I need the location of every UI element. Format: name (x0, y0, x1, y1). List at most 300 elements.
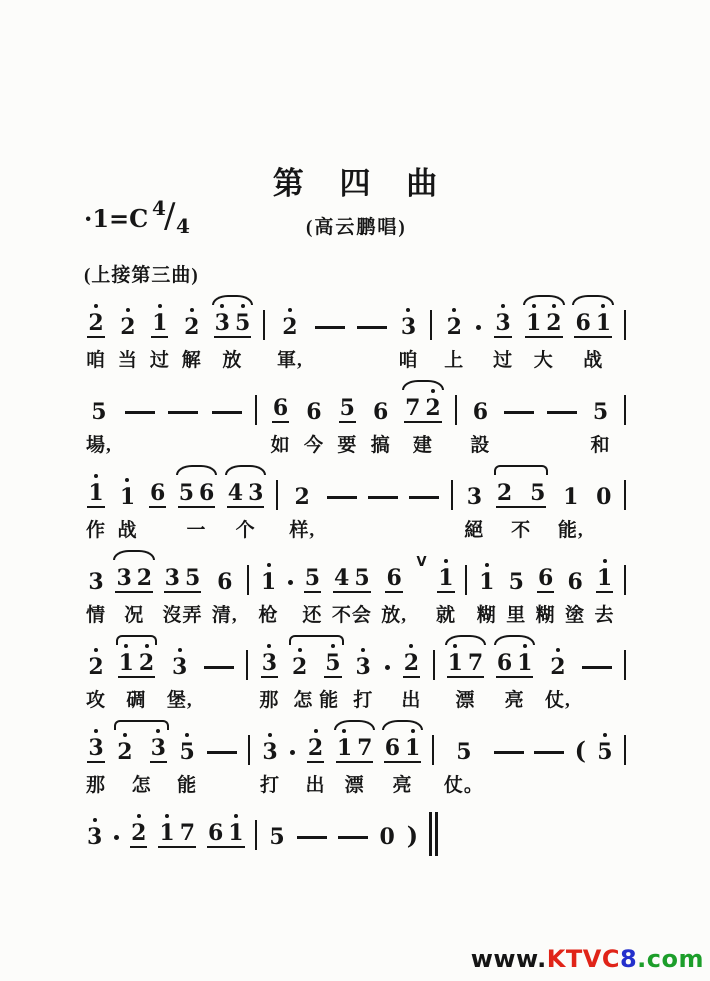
note-digit: 3 (150, 735, 166, 761)
note-digit: 7 (467, 650, 484, 676)
note-group (227, 482, 265, 508)
note-token (117, 462, 137, 547)
note-glyphs (508, 547, 525, 593)
note-digit: 1 (517, 650, 533, 676)
note-group (472, 401, 489, 423)
note-group (466, 486, 483, 508)
close-paren: ) (406, 821, 419, 850)
note-glyphs (179, 717, 196, 763)
note-group (339, 397, 356, 423)
note-glyphs (409, 462, 439, 508)
dash-token (327, 462, 357, 547)
lyric-char: 怎 (131, 775, 152, 796)
note-token (496, 632, 534, 717)
note-group (151, 312, 168, 338)
slur-arc (523, 295, 565, 305)
watermark (471, 945, 704, 973)
note-digit: 3 (355, 654, 371, 680)
note-token (130, 802, 147, 887)
lyric-char: 个 (235, 520, 256, 541)
note-glyphs (248, 717, 250, 763)
note-group (119, 486, 136, 508)
note-glyphs (575, 717, 586, 763)
note-glyphs (212, 377, 242, 423)
note-digit: 1 (159, 820, 175, 846)
note-glyphs (87, 462, 104, 508)
note-token (259, 632, 279, 717)
note-token (158, 802, 196, 887)
slur-arc (572, 295, 614, 305)
note-token (464, 462, 484, 547)
note-token (302, 547, 322, 632)
note-glyphs (400, 292, 417, 338)
lyric-char: 就 (435, 605, 456, 626)
note-glyphs (171, 632, 188, 678)
note-token (115, 547, 153, 632)
lyric-char: 况 (124, 605, 145, 626)
note-glyphs (466, 462, 483, 508)
lyric-char: 糊 (476, 605, 497, 626)
note-glyphs (494, 717, 524, 763)
note-glyphs (372, 377, 389, 423)
note-glyphs (297, 802, 327, 848)
note-glyphs (294, 462, 311, 508)
note-digit: 6 (199, 480, 215, 506)
note-glyphs (261, 632, 278, 678)
note-digit: 6 (306, 399, 322, 425)
note-digit: 1 (438, 565, 454, 591)
note-digit: 2 (120, 314, 136, 340)
song-title: 第 四 曲 (272, 166, 452, 201)
note-glyphs (574, 292, 612, 338)
time-signature-denominator: 4 (176, 214, 190, 238)
note-glyphs (624, 462, 626, 508)
dash-token (168, 377, 198, 462)
note-glyphs (447, 632, 485, 678)
note-glyphs (472, 377, 489, 423)
note-digit: 5 (339, 395, 355, 421)
note-token (525, 292, 563, 377)
note-group (281, 316, 298, 338)
note-glyphs (168, 377, 198, 423)
breath-mark: V (416, 555, 427, 570)
lyric-char: 咱 (86, 350, 107, 371)
note-group (592, 401, 609, 423)
note-group (437, 567, 454, 593)
note-glyphs (87, 717, 104, 763)
note-token (86, 547, 106, 632)
slur-arc (382, 720, 424, 730)
lyric-char: 今 (303, 435, 324, 456)
note-digit: 2 (546, 310, 562, 336)
note-glyphs (272, 377, 289, 423)
note-group (455, 741, 472, 763)
note-glyphs (624, 377, 626, 423)
slur-bracket (289, 635, 344, 645)
note-glyphs (247, 547, 249, 593)
lyric-char: 去 (594, 605, 615, 626)
note-group (400, 316, 417, 338)
note-digit: 1 (228, 820, 244, 846)
bar-token (246, 632, 248, 717)
continuation-note: (上接第三曲) (84, 265, 199, 286)
note-glyphs (494, 292, 511, 338)
note-digit: 2 (294, 484, 310, 510)
bar-token (432, 717, 434, 802)
note-token (116, 717, 167, 802)
note-token (336, 717, 374, 802)
lyric-char: 还 (302, 605, 323, 626)
bar-token (624, 292, 626, 377)
lyric-char: 漂 (455, 690, 476, 711)
note-digit: 1 (118, 650, 134, 676)
score-line (86, 292, 626, 377)
dash-token (494, 717, 524, 802)
note-glyphs (407, 802, 418, 848)
slur-arc (445, 635, 487, 645)
note-glyphs (455, 377, 457, 423)
lyric-char: 和 (590, 435, 611, 456)
note-glyphs (290, 717, 295, 763)
note-digit: 6 (384, 735, 401, 761)
note-digit: 6 (538, 565, 554, 591)
note-token (150, 292, 170, 377)
note-token (591, 377, 611, 462)
note-digit: 1 (88, 480, 104, 506)
note-glyphs (90, 377, 107, 423)
note-glyphs (566, 547, 583, 593)
note-token (565, 547, 585, 632)
barline (263, 310, 265, 340)
final-token (429, 802, 438, 887)
barline (624, 310, 626, 340)
note-digit: 1 (563, 484, 579, 510)
note-digit: 2 (117, 739, 133, 765)
note-glyphs (416, 547, 426, 593)
duration-dash (409, 496, 439, 499)
note-group (333, 567, 371, 593)
dot-token (114, 802, 119, 887)
note-glyphs (496, 632, 534, 678)
duration-dash (368, 496, 398, 499)
note-group (158, 822, 196, 848)
note-digit: 6 (149, 480, 166, 506)
note-glyphs (130, 802, 147, 848)
bar-token (430, 292, 432, 377)
lyric-char: 場, (86, 435, 112, 456)
note-glyphs (183, 292, 200, 338)
note-glyphs (87, 632, 104, 678)
duration-dash (212, 411, 242, 414)
note-glyphs (115, 547, 153, 593)
lyric-char: 怎 能 (293, 690, 340, 711)
note-glyphs (281, 292, 298, 338)
barline (432, 735, 434, 765)
lyric-char: 設 (470, 435, 491, 456)
score-line (86, 632, 626, 717)
bar-token (263, 292, 265, 377)
bar-token (247, 547, 249, 632)
note-token (86, 802, 103, 887)
duration-dash (534, 751, 564, 754)
note-group (372, 401, 389, 423)
barline (465, 565, 467, 595)
dash-token (409, 462, 439, 547)
note-token (86, 292, 106, 377)
note-digit: 4 (334, 565, 350, 591)
note-token (436, 547, 456, 632)
note-digit: 5 (304, 565, 321, 591)
key-signature: ·1=C (84, 204, 149, 233)
lyric-char: 亮 (392, 775, 413, 796)
note-token (304, 377, 324, 462)
note-digit: 3 (214, 310, 230, 336)
lyric-char: 打 (353, 690, 374, 711)
lyric-char: 战 (583, 350, 604, 371)
score (86, 292, 626, 887)
note-group (164, 567, 202, 593)
note-group (336, 737, 374, 763)
note-digit: 3 (88, 569, 104, 595)
note-group (87, 312, 104, 338)
dash-token (207, 717, 237, 802)
lyric-char: 放 (222, 350, 243, 371)
note-token (477, 547, 497, 632)
note-digit: 3 (172, 654, 188, 680)
note-digit: 2 (425, 395, 441, 421)
note-digit: 6 (496, 650, 513, 676)
duration-dash (547, 411, 577, 414)
note-group (291, 652, 342, 678)
note-digit: 3 (261, 650, 278, 676)
note-glyphs (378, 802, 395, 848)
note-glyphs (582, 632, 612, 678)
lyric-char: 当 (117, 350, 138, 371)
note-digit: 1 (119, 484, 136, 510)
note-glyphs (429, 802, 438, 848)
watermark-segment: KTVC (546, 945, 620, 973)
lyric-char: 攻 (86, 690, 107, 711)
note-token (337, 377, 357, 462)
note-token (118, 292, 138, 377)
note-digit: 3 (116, 565, 132, 591)
note-token (86, 632, 106, 717)
time-signature-slash: / (164, 196, 176, 236)
dash-token (504, 377, 534, 462)
note-token (404, 377, 442, 462)
lyric-char: 过 (149, 350, 170, 371)
note-digit: 5 (184, 565, 201, 591)
note-digit: 2 (550, 654, 566, 680)
note-glyphs (227, 462, 265, 508)
lyric-char: 塗 (565, 605, 586, 626)
note-digit: 5 (530, 480, 546, 506)
note-group (214, 312, 252, 338)
score-line (86, 717, 626, 802)
note-digit: 2 (184, 314, 200, 340)
dash-token (582, 632, 612, 717)
note-group (86, 826, 103, 848)
lyric-char: 能, (557, 520, 584, 541)
note-glyphs (307, 717, 324, 763)
note-token (260, 717, 280, 802)
note-token (596, 717, 613, 802)
note-token (574, 292, 612, 377)
note-glyphs (255, 377, 257, 423)
note-digit: 3 (87, 824, 103, 850)
lyric-char: 不 (511, 520, 532, 541)
note-digit: 4 (227, 480, 244, 506)
watermark-segment: 8 (619, 945, 638, 973)
note-digit: 6 (386, 565, 402, 591)
note-glyphs (451, 462, 453, 508)
lyric-char: 建 (412, 435, 433, 456)
note-digit: 3 (88, 735, 104, 761)
slur-arc (212, 295, 254, 305)
note-token (86, 377, 112, 462)
note-token (381, 547, 407, 632)
bar-token (624, 547, 626, 632)
breath-token (416, 547, 426, 632)
note-digit: 7 (405, 395, 421, 421)
lyric-char: 糊 (535, 605, 556, 626)
note-digit: 1 (596, 565, 613, 591)
note-glyphs (207, 717, 237, 763)
barline (276, 480, 278, 510)
barline (624, 395, 626, 425)
slur-bracket (494, 465, 549, 475)
time-signature-numerator: 4 (152, 196, 166, 220)
note-group (307, 737, 324, 763)
note-glyphs (149, 462, 166, 508)
note-token (496, 462, 547, 547)
bar-token (276, 462, 278, 547)
note-group (566, 571, 583, 593)
note-digit: 5 (592, 399, 609, 425)
note-token (277, 292, 303, 377)
score-line (86, 377, 626, 462)
slur-arc (225, 465, 267, 475)
note-group (595, 486, 612, 508)
note-digit: 2 (291, 654, 308, 680)
lyric-char: 样, (289, 520, 316, 541)
note-digit: 7 (357, 735, 373, 761)
duration-dash (504, 411, 534, 414)
note-digit: 5 (325, 650, 341, 676)
slur-arc (334, 720, 376, 730)
note-token (271, 377, 291, 462)
note-digit: 3 (400, 314, 417, 340)
barline (247, 565, 249, 595)
note-token (378, 802, 395, 887)
note-token (207, 802, 245, 887)
note-group (87, 656, 104, 678)
lyric-char: 仗, (545, 690, 571, 711)
note-group (304, 567, 321, 593)
note-glyphs (288, 547, 293, 593)
note-digit: 5 (597, 739, 613, 765)
dash-token (534, 717, 564, 802)
note-digit: 6 (567, 569, 583, 595)
bar-token (624, 377, 626, 462)
note-digit: 2 (88, 310, 104, 336)
note-glyphs (263, 292, 265, 338)
lyric-char: 作 (86, 520, 107, 541)
note-group (549, 656, 566, 678)
note-digit: 2 (88, 654, 104, 680)
dot-token (385, 632, 390, 717)
note-glyphs (87, 292, 104, 338)
duration-dash (494, 751, 524, 754)
note-digit: 6 (207, 820, 224, 846)
lyric-char: 上 (444, 350, 465, 371)
lyric-char: 枪 (258, 605, 279, 626)
note-digit: 6 (472, 399, 489, 425)
note-group (115, 567, 153, 593)
augmentation-dot (385, 665, 390, 670)
note-token (178, 462, 216, 547)
note-digit: 3 (466, 484, 482, 510)
lyric-char: 那 (86, 775, 107, 796)
barline (455, 395, 457, 425)
duration-dash (125, 411, 155, 414)
note-glyphs (260, 547, 277, 593)
note-group (494, 312, 511, 338)
note-glyphs (592, 377, 609, 423)
note-glyphs (304, 547, 321, 593)
note-digit: 2 (282, 314, 298, 340)
note-token (545, 632, 571, 717)
note-glyphs (595, 462, 612, 508)
note-digit: 5 (179, 739, 195, 765)
lyric-char: 出 (305, 775, 326, 796)
note-glyphs (624, 632, 626, 678)
note-group (87, 482, 104, 508)
note-token (177, 717, 197, 802)
bar-token (624, 717, 626, 802)
bar-token (255, 377, 257, 462)
note-token (118, 632, 156, 717)
note-glyphs (336, 717, 374, 763)
dot-token (288, 547, 293, 632)
note-group (378, 826, 395, 848)
note-group (596, 567, 613, 593)
lyric-char: 那 (259, 690, 280, 711)
note-token (86, 717, 106, 802)
note-glyphs (534, 717, 564, 763)
lyric-char: 解 (181, 350, 202, 371)
note-token (536, 547, 556, 632)
note-digit: 5 (354, 565, 370, 591)
watermark-segment: www. (470, 945, 547, 973)
note-token (371, 377, 391, 462)
augmentation-dot (114, 835, 119, 840)
lyric-char: 堡, (166, 690, 193, 711)
note-glyphs (333, 547, 371, 593)
note-group (385, 567, 402, 593)
note-glyphs (547, 377, 577, 423)
barline (624, 565, 626, 595)
slur-bracket (116, 635, 158, 645)
note-group (87, 737, 104, 763)
note-token (493, 292, 513, 377)
dot-token (290, 717, 295, 802)
lyric-char: 漂 (344, 775, 365, 796)
note-glyphs (114, 802, 119, 848)
note-group (179, 741, 196, 763)
bar-token (248, 717, 250, 802)
score-line (86, 802, 438, 887)
